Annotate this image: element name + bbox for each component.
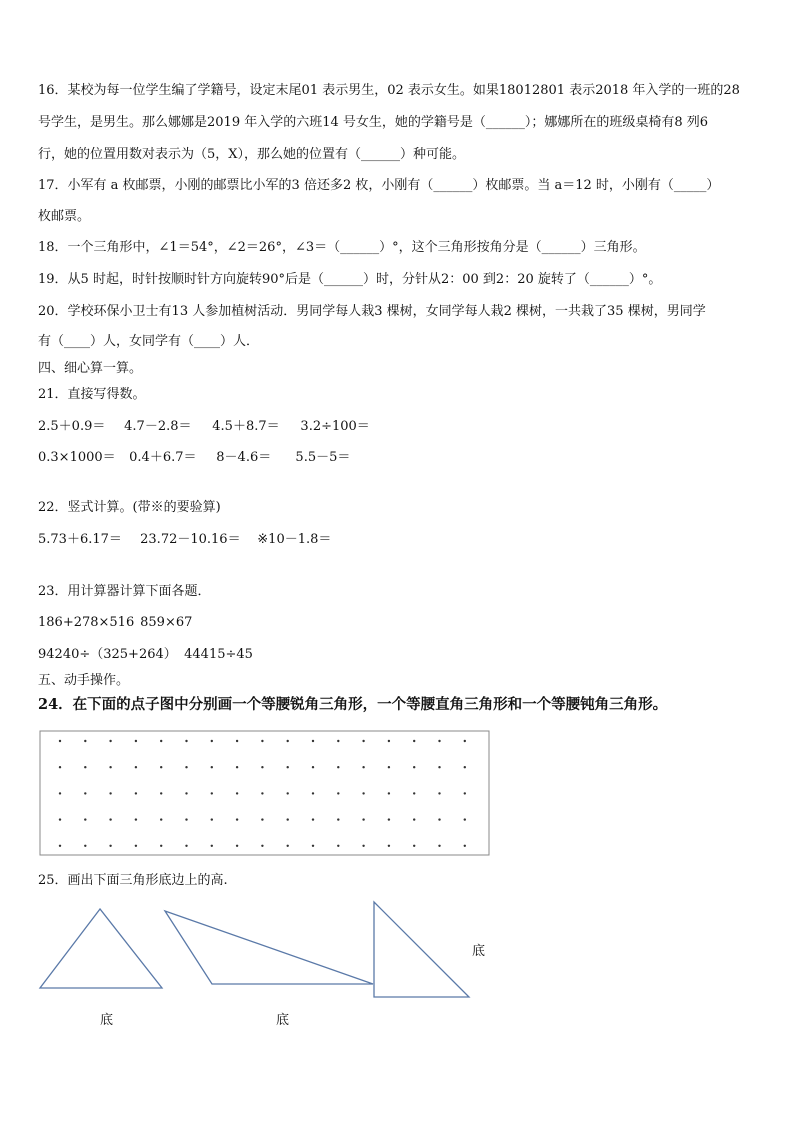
grid-dot xyxy=(438,845,440,847)
grid-dot xyxy=(59,766,61,768)
grid-dot xyxy=(413,766,415,768)
grid-dot xyxy=(362,792,364,794)
dot-grid-frame xyxy=(40,731,489,855)
grid-dot xyxy=(59,818,61,820)
q20-line2: 有（____）人，女同学有（____）人． xyxy=(38,334,260,349)
grid-dot xyxy=(438,766,440,768)
grid-dot xyxy=(337,766,339,768)
grid-dot xyxy=(438,792,440,794)
grid-dot xyxy=(211,818,213,820)
grid-dot xyxy=(312,818,314,820)
q17-line2: 枚邮票。 xyxy=(38,209,91,224)
grid-dot xyxy=(236,818,238,820)
grid-dot xyxy=(135,845,137,847)
q18-line: 18．一个三角形中，∠1＝54°，∠2＝26°，∠3＝（______）°，这个三角形按角分是（______）三角形。 xyxy=(38,240,646,255)
q22-item: ※10－1.8＝ xyxy=(257,532,332,547)
grid-dot xyxy=(413,792,415,794)
grid-dot xyxy=(135,792,137,794)
q25-title: 25．画出下面三角形底边上的高. xyxy=(38,873,228,888)
grid-dot xyxy=(312,845,314,847)
q22-item: 5.73＋6.17＝ xyxy=(38,532,122,547)
base-label-1: 底 xyxy=(100,1013,114,1028)
grid-dot xyxy=(236,766,238,768)
q21-item: 4.5＋8.7＝ xyxy=(212,419,280,434)
q21-item: 3.2÷100＝ xyxy=(300,419,370,434)
grid-dot xyxy=(185,740,187,742)
grid-dot xyxy=(388,818,390,820)
q23-item: 859×67 xyxy=(140,615,193,630)
q21-item: 5.5－5＝ xyxy=(295,450,351,465)
grid-dot xyxy=(337,845,339,847)
grid-dot xyxy=(464,818,466,820)
q21-item: 8－4.6＝ xyxy=(216,450,272,465)
q21-item: 2.5＋0.9＝ xyxy=(38,419,106,434)
q16-line3: 行，她的位置用数对表示为（5，X），那么她的位置有（______）种可能。 xyxy=(38,147,466,162)
grid-dot xyxy=(109,792,111,794)
grid-dot xyxy=(312,740,314,742)
q23-item: 94240÷（325+264） xyxy=(38,647,177,662)
grid-dot xyxy=(109,818,111,820)
grid-dot xyxy=(388,740,390,742)
grid-dot xyxy=(236,845,238,847)
triangle-obtuse xyxy=(165,911,373,984)
grid-dot xyxy=(160,792,162,794)
grid-dot xyxy=(84,818,86,820)
grid-dot xyxy=(211,740,213,742)
grid-dot xyxy=(261,740,263,742)
grid-dot xyxy=(211,845,213,847)
q21-item: 4.7－2.8＝ xyxy=(124,419,192,434)
grid-dot xyxy=(236,740,238,742)
grid-dot xyxy=(185,845,187,847)
grid-dot xyxy=(337,792,339,794)
q23-item: 186+278×516 xyxy=(38,615,135,630)
q20-line1: 20．学校环保小卫士有13 人参加植树活动．男同学每人栽3 棵树，女同学每人栽2 棵树，一共栽了35 棵树，男同学 xyxy=(38,304,706,319)
q21-item: 0.3×1000＝ xyxy=(38,450,116,465)
grid-dot xyxy=(464,766,466,768)
grid-dot xyxy=(464,845,466,847)
grid-dot xyxy=(464,792,466,794)
q21-title: 21．直接写得数。 xyxy=(38,387,146,402)
grid-dot xyxy=(211,792,213,794)
grid-dot xyxy=(211,766,213,768)
grid-dot xyxy=(261,845,263,847)
grid-dot xyxy=(185,792,187,794)
grid-dot xyxy=(337,818,339,820)
grid-dot xyxy=(109,766,111,768)
grid-dot xyxy=(312,766,314,768)
grid-dot xyxy=(464,740,466,742)
grid-dot xyxy=(287,792,289,794)
grid-dot xyxy=(287,740,289,742)
grid-dot xyxy=(135,740,137,742)
q23-title: 23．用计算器计算下面各题． xyxy=(38,584,211,599)
grid-dot xyxy=(438,818,440,820)
q16-line2: 号学生，是男生。那么娜娜是2019 年入学的六班14 号女生，她的学籍号是（______）；娜娜所在的班级桌椅有8 列6 xyxy=(38,115,709,130)
grid-dot xyxy=(160,845,162,847)
grid-dot xyxy=(84,845,86,847)
grid-dot xyxy=(59,740,61,742)
grid-dot xyxy=(84,766,86,768)
grid-dot xyxy=(362,818,364,820)
base-label-3: 底 xyxy=(472,944,486,959)
grid-dot xyxy=(388,845,390,847)
q22-item: 23.72－10.16＝ xyxy=(140,532,241,547)
grid-dot xyxy=(362,845,364,847)
grid-dot xyxy=(160,740,162,742)
grid-dot xyxy=(413,845,415,847)
grid-dot xyxy=(59,845,61,847)
grid-dot xyxy=(160,766,162,768)
grid-dot xyxy=(413,740,415,742)
grid-dot xyxy=(135,818,137,820)
grid-dot xyxy=(84,792,86,794)
grid-dot xyxy=(160,818,162,820)
grid-dot xyxy=(236,792,238,794)
grid-dot xyxy=(413,818,415,820)
base-label-2: 底 xyxy=(276,1013,290,1028)
q21-item: 0.4＋6.7＝ xyxy=(129,450,197,465)
grid-dot xyxy=(388,766,390,768)
q22-title: 22．竖式计算。(带※的要验算) xyxy=(38,500,221,515)
dot-grid xyxy=(59,740,466,847)
grid-dot xyxy=(185,766,187,768)
q17-line1: 17．小军有 a 枚邮票，小刚的邮票比小军的3 倍还多2 枚，小刚有（______）枚邮票。当 a＝12 时，小刚有（_____） xyxy=(38,178,720,193)
grid-dot xyxy=(287,818,289,820)
grid-dot xyxy=(261,792,263,794)
grid-dot xyxy=(362,740,364,742)
grid-dot xyxy=(312,792,314,794)
triangle-right xyxy=(374,902,469,997)
grid-dot xyxy=(185,818,187,820)
grid-dot xyxy=(362,766,364,768)
grid-dot xyxy=(438,740,440,742)
grid-dot xyxy=(388,792,390,794)
grid-dot xyxy=(261,818,263,820)
q16-line1: 16．某校为每一位学生编了学籍号，设定末尾01 表示男生，02 表示女生。如果18012801 表示2018 年入学的一班的28 xyxy=(38,83,740,98)
triangle-acute xyxy=(40,909,162,988)
grid-dot xyxy=(109,740,111,742)
grid-dot xyxy=(59,792,61,794)
grid-dot xyxy=(261,766,263,768)
grid-dot xyxy=(337,740,339,742)
grid-dot xyxy=(287,766,289,768)
grid-dot xyxy=(287,845,289,847)
grid-dot xyxy=(84,740,86,742)
q23-item: 44415÷45 xyxy=(184,647,253,662)
section-5-heading: 五、动手操作。 xyxy=(38,673,130,688)
grid-dot xyxy=(135,766,137,768)
grid-dot xyxy=(109,845,111,847)
section-4-heading: 四、细心算一算。 xyxy=(38,361,143,376)
q24-title: 24．在下面的点子图中分别画一个等腰锐角三角形，一个等腰直角三角形和一个等腰钝角三角形。 xyxy=(38,696,668,713)
q19-line: 19．从5 时起，时针按顺时针方向旋转90°后是（______）时，分针从2：00 到2：20 旋转了（______）°。 xyxy=(38,272,662,287)
